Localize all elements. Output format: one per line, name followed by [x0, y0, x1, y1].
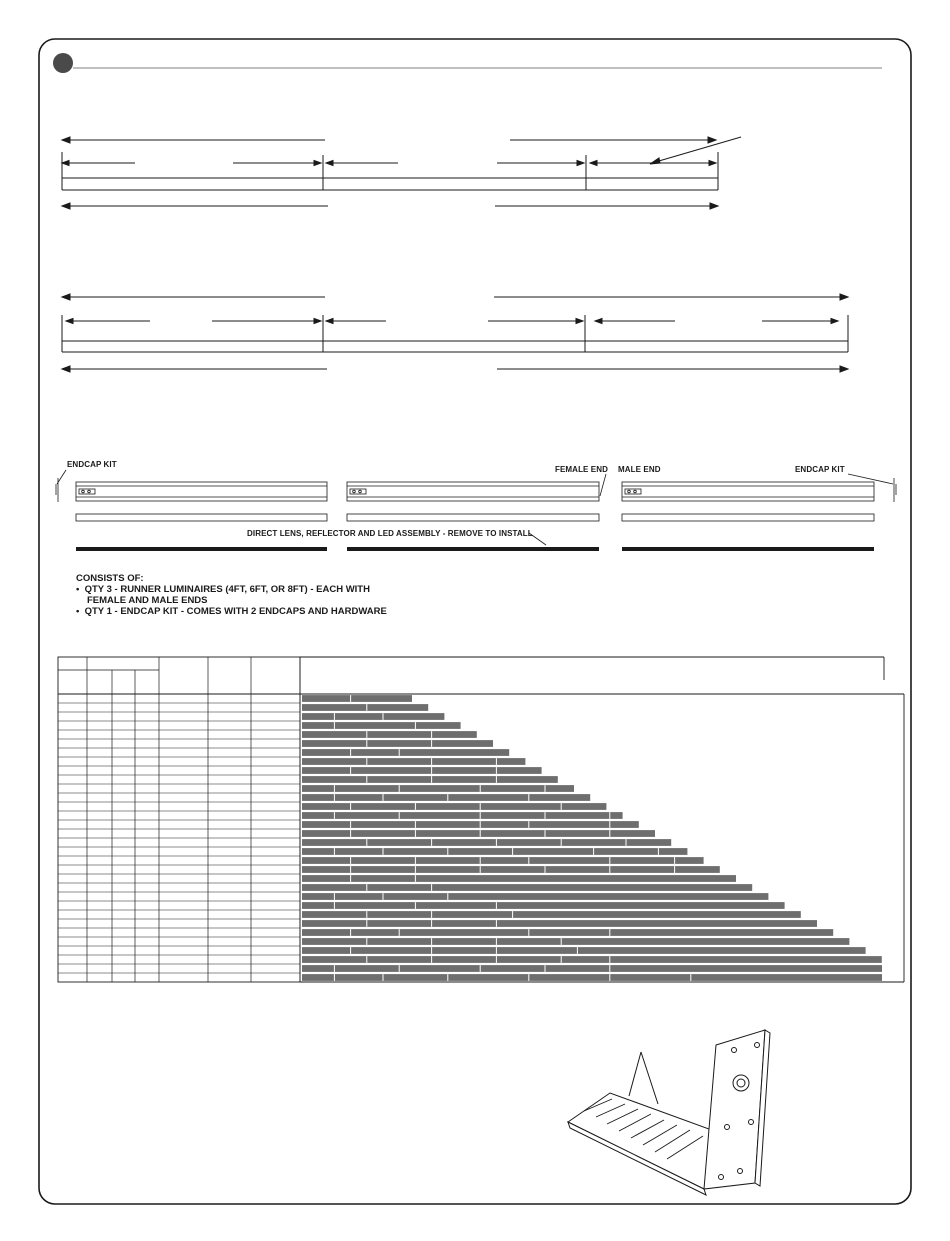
- bar-row: [302, 866, 720, 873]
- spacing-table: [58, 657, 904, 982]
- bar-row: [302, 875, 736, 882]
- bar: [302, 749, 509, 756]
- table-grid: [58, 657, 300, 982]
- bar-row: [302, 749, 509, 756]
- kit-contents-item: [76, 606, 387, 617]
- bar: [302, 947, 866, 954]
- bar: [302, 866, 720, 873]
- bar: [302, 740, 493, 747]
- bar-row: [302, 974, 882, 981]
- bar: [302, 704, 428, 711]
- bar-row: [302, 785, 574, 792]
- bar-row: [302, 713, 444, 720]
- kit-contents-item-continued: FEMALE AND MALE ENDS: [87, 595, 208, 606]
- female-end-label: FEMALE END: [555, 465, 608, 474]
- bar-row: [302, 938, 849, 945]
- bar: [302, 875, 736, 882]
- bar: [302, 812, 623, 819]
- mounting-bracket-illustration: [568, 1030, 770, 1195]
- bar-row: [302, 965, 882, 972]
- bar: [302, 938, 849, 945]
- bar-row: [302, 920, 817, 927]
- lens-assembly-label: DIRECT LENS, REFLECTOR AND LED ASSEMBLY - REMOVE TO INSTALL: [247, 529, 533, 538]
- bar: [302, 758, 525, 765]
- bar: [302, 839, 671, 846]
- bar: [302, 713, 444, 720]
- bar-row: [302, 884, 752, 891]
- bar-row: [302, 830, 655, 837]
- bar: [302, 965, 882, 972]
- bar-row: [302, 704, 428, 711]
- bar: [302, 695, 412, 702]
- bar-row: [302, 929, 833, 936]
- bar-row: [302, 902, 785, 909]
- bullet: •: [76, 606, 80, 617]
- bracket-base-plate: [568, 1093, 720, 1189]
- callout-leader-2: [641, 1052, 658, 1104]
- bar-row: [302, 740, 493, 747]
- bar-row: [302, 857, 704, 864]
- page-border: [39, 39, 911, 1204]
- bar: [302, 821, 639, 828]
- bar-row: [302, 821, 639, 828]
- bar-row: [302, 911, 801, 918]
- bar-row: [302, 722, 461, 729]
- bar-row: [302, 848, 687, 855]
- bar-row: [302, 839, 671, 846]
- bar: [302, 785, 574, 792]
- kit-contents-list: [76, 573, 387, 617]
- bullet: •: [76, 584, 80, 595]
- bar: [302, 731, 477, 738]
- endcap-kit-label-right: ENDCAP KIT: [795, 465, 845, 474]
- run-diagram-bottom: [62, 294, 848, 372]
- bar-row: [302, 956, 882, 963]
- bar: [302, 830, 655, 837]
- bar: [302, 794, 590, 801]
- male-end-label: MALE END: [618, 465, 661, 474]
- bar-row: [302, 812, 623, 819]
- bar: [302, 974, 882, 981]
- callout-leader-1: [629, 1052, 641, 1096]
- bar-row: [302, 794, 590, 801]
- kit-contents-heading: CONSISTS OF:: [76, 573, 144, 584]
- bar-row: [302, 758, 525, 765]
- item-text: QTY 1 - ENDCAP KIT - COMES WITH 2 ENDCAPS AND HARDWARE: [84, 606, 387, 617]
- bar: [302, 902, 785, 909]
- endcap-kit-label-left: ENDCAP KIT: [67, 460, 117, 469]
- bar-row: [302, 947, 866, 954]
- item-text: QTY 3 - RUNNER LUMINAIRES (4FT, 6FT, OR 8FT) - EACH WITH: [84, 584, 370, 595]
- step-number-badge: [53, 53, 73, 73]
- bar: [302, 929, 833, 936]
- bar: [302, 767, 542, 774]
- bar-row: [302, 803, 606, 810]
- bar: [302, 920, 817, 927]
- run-diagram-top: [62, 137, 741, 209]
- bar: [302, 776, 558, 783]
- bar: [302, 857, 704, 864]
- bar-row: [302, 767, 542, 774]
- bar-row: [302, 893, 768, 900]
- table-frame: [58, 657, 300, 982]
- bar-row: [302, 731, 477, 738]
- bar-row: [302, 776, 558, 783]
- bar: [302, 893, 768, 900]
- kit-contents-item: [76, 584, 387, 595]
- bar: [302, 911, 801, 918]
- bar: [302, 884, 752, 891]
- luminaire-right: [622, 474, 896, 549]
- bar: [302, 848, 687, 855]
- bar-row: [302, 695, 412, 702]
- staircase-bars: [302, 695, 882, 981]
- bar: [302, 722, 461, 729]
- bar: [302, 956, 882, 963]
